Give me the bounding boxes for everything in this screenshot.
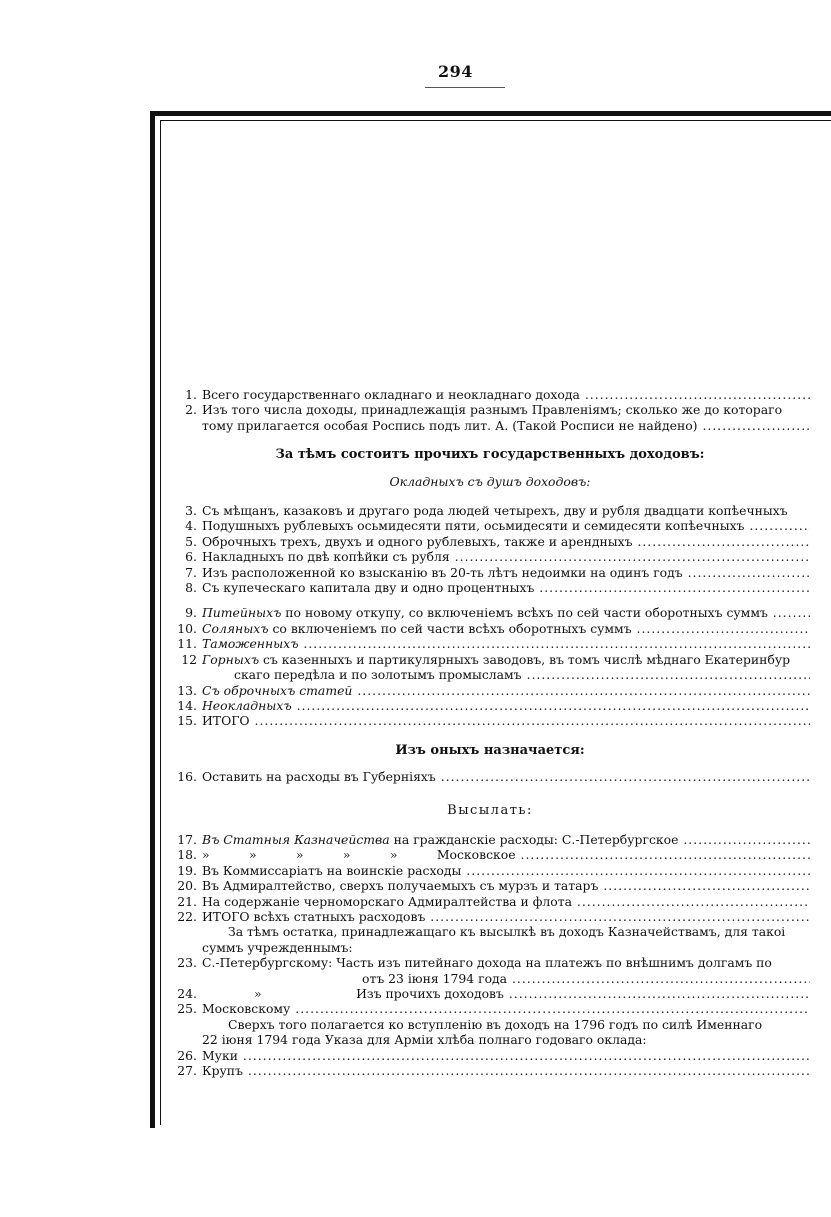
item-text: со включеніемъ по сей части всѣхъ оборотныхъ суммъ [268, 620, 632, 636]
item-number: 19. [177, 862, 197, 878]
item-number: 27. [177, 1063, 197, 1079]
item-text: Оставить на расходы въ Губерніяхъ ..... [202, 769, 810, 784]
list-item [170, 955, 810, 970]
list-item [170, 832, 810, 847]
document-body [170, 387, 810, 1078]
item-number: 20. [177, 878, 197, 894]
page-number: 294 [438, 62, 473, 81]
paragraph-line [170, 1032, 810, 1047]
list-item [170, 698, 810, 713]
list-item [170, 713, 810, 728]
item-number: 13. [177, 682, 197, 698]
paragraph-line [170, 924, 810, 939]
list-item [170, 1063, 810, 1078]
list-item [170, 1001, 810, 1016]
item-number [170, 418, 202, 433]
item-number: 21. [177, 893, 197, 909]
section-heading: За тѣмъ состоитъ прочихъ государственныхъ доходовъ: [275, 447, 705, 463]
item-emphasis: Съ оброчныхъ статей [202, 682, 353, 698]
item-number: 15. [177, 713, 197, 729]
item-number [170, 667, 202, 682]
list-item [170, 549, 810, 564]
paragraph-line [170, 940, 810, 955]
list-item [170, 863, 810, 878]
list-item [170, 769, 810, 784]
item-number: 25. [177, 1001, 197, 1017]
paragraph-text: суммъ учрежденнымъ: [202, 939, 353, 955]
item-text: Изъ расположенной ко взысканію въ 20-ть лѣтъ недоимки на одинъ годъ ..... [202, 565, 810, 580]
item-number: 8. [185, 580, 197, 596]
item-number: 1. [185, 387, 197, 402]
item-number: 17. [177, 831, 197, 847]
item-text: Муки ..... [202, 1048, 810, 1063]
list-item [170, 667, 810, 682]
item-emphasis: Питейныхъ [202, 605, 282, 621]
list-item [170, 847, 810, 862]
list-item [170, 909, 810, 924]
item-number: 18. [177, 847, 197, 863]
item-text: Московскому ..... [202, 1001, 810, 1016]
list-item [170, 683, 810, 698]
item-text: по новому откупу, со включеніемъ всѣхъ по сей части оборотныхъ суммъ [281, 605, 768, 621]
item-number: 6. [185, 549, 197, 565]
list-item [170, 534, 810, 549]
item-text: » Изъ прочихъ доходовъ ..... [202, 986, 810, 1001]
item-emphasis: Горныхъ [202, 651, 260, 667]
list-item [170, 621, 810, 636]
item-text: На содержаніе черноморскаго Адмиралтейства и флота [202, 893, 572, 909]
item-text: С.-Петербургскому: Часть изъ питейнаго дохода на платежъ по внѣшнимъ долгамъ по [202, 955, 772, 971]
item-number: 4. [185, 518, 197, 534]
item-text: ИТОГО [202, 713, 250, 729]
item-text: отъ 23 іюня 1794 года ..... [202, 971, 810, 986]
item-text: Оброчныхъ трехъ, двухъ и одного рублевыхъ, также и арендныхъ ..... [202, 534, 810, 549]
item-text: Въ Адмиралтейство, сверхъ получаемыхъ съ мурзъ и татаръ [202, 878, 599, 894]
table-top-border [150, 111, 831, 116]
list-item [170, 1048, 810, 1063]
item-text: Съ купеческаго капитала дву и одно процентныхъ ..... [202, 580, 810, 595]
paragraph-text: Сверхъ того полагается ко вступленію въ доходъ на 1796 годъ по силѣ Именнаго [228, 1016, 763, 1032]
item-text: » » » » » Московское [202, 847, 516, 863]
item-text: Изъ того числа доходы, принадлежащія разнымъ Правленіямъ; сколько же до котораго [202, 402, 783, 418]
item-text: Крупъ ..... [202, 1063, 810, 1078]
item-number: 22. [177, 908, 197, 924]
item-number: 12 [181, 651, 197, 667]
item-text: Съ мѣщанъ, казаковъ и другаго рода людей четырехъ, дву и рубля двадцати копѣечныхъ [202, 503, 788, 519]
list-item [170, 986, 810, 1001]
paragraph-line [170, 1017, 810, 1032]
item-number: 26. [177, 1047, 197, 1063]
item-number: 24. [177, 986, 197, 1001]
section-subheading: Окладныхъ съ душъ доходовъ: [389, 473, 591, 489]
item-text: Подушныхъ рублевыхъ осьмидесяти пяти, осьмидесяти и семидесяти копѣечныхъ ..... [202, 518, 810, 533]
list-item [170, 652, 810, 667]
list-item [170, 387, 810, 402]
section-heading: Высылать: [447, 802, 533, 818]
item-text: Накладныхъ по двѣ копѣйки съ рубля ..... [202, 549, 810, 564]
item-number [170, 971, 202, 986]
page-number-rule [425, 87, 505, 88]
item-emphasis: Таможенныхъ [202, 636, 299, 652]
section-heading: Изъ оныхъ назначается: [395, 742, 585, 758]
list-item [170, 971, 810, 986]
list-item [170, 605, 810, 620]
list-item [170, 580, 810, 595]
paragraph-text: 22 іюня 1794 года Указа для Арміи хлѣба полнаго годоваго оклада: [202, 1032, 647, 1048]
item-number: 9. [185, 605, 197, 621]
item-number: 3. [185, 503, 197, 519]
item-text: тому прилагается особая Роспись подъ лит. А. (Такой Росписи не найдено) ..... [202, 418, 810, 433]
item-text: ИТОГО всѣхъ статныхъ расходовъ [202, 908, 426, 924]
item-text: на гражданскіе расходы: С.-Петербургское [389, 831, 679, 847]
list-item [170, 503, 810, 518]
list-item [170, 418, 810, 433]
table-left-border [150, 111, 155, 1128]
item-number: 5. [185, 533, 197, 549]
list-item [170, 894, 810, 909]
item-number: 2. [185, 402, 197, 418]
item-text: съ казенныхъ и партикулярныхъ заводовъ, въ томъ числѣ мѣднаго Екатеринбур [259, 651, 791, 667]
table-top-border-thin [160, 120, 831, 121]
list-item [170, 402, 810, 417]
item-text: Всего государственнаго окладнаго и неокладнаго дохода ..... [202, 387, 810, 402]
item-text: скаго передѣла и по золотымъ промысламъ [234, 667, 522, 683]
list-item [170, 636, 810, 651]
list-item [170, 878, 810, 893]
item-emphasis: Соляныхъ [202, 620, 269, 636]
table-left-border-thin [160, 120, 161, 1125]
list-item [170, 518, 810, 533]
item-number: 7. [185, 564, 197, 580]
item-emphasis: Въ Статныя Казначейства [202, 831, 390, 847]
item-number: 11. [177, 636, 197, 652]
list-item [170, 565, 810, 580]
item-number: 10. [177, 620, 197, 636]
item-number: 16. [177, 769, 197, 785]
item-number: 14. [177, 697, 197, 713]
item-text: Въ Коммиссаріатъ на воинскіе расходы [202, 862, 462, 878]
item-number: 23. [177, 955, 197, 971]
paragraph-text: За тѣмъ остатка, принадлежащаго къ высылкѣ въ доходъ Казначействамъ, для такоі [228, 924, 786, 940]
item-emphasis: Неокладныхъ [202, 697, 292, 713]
